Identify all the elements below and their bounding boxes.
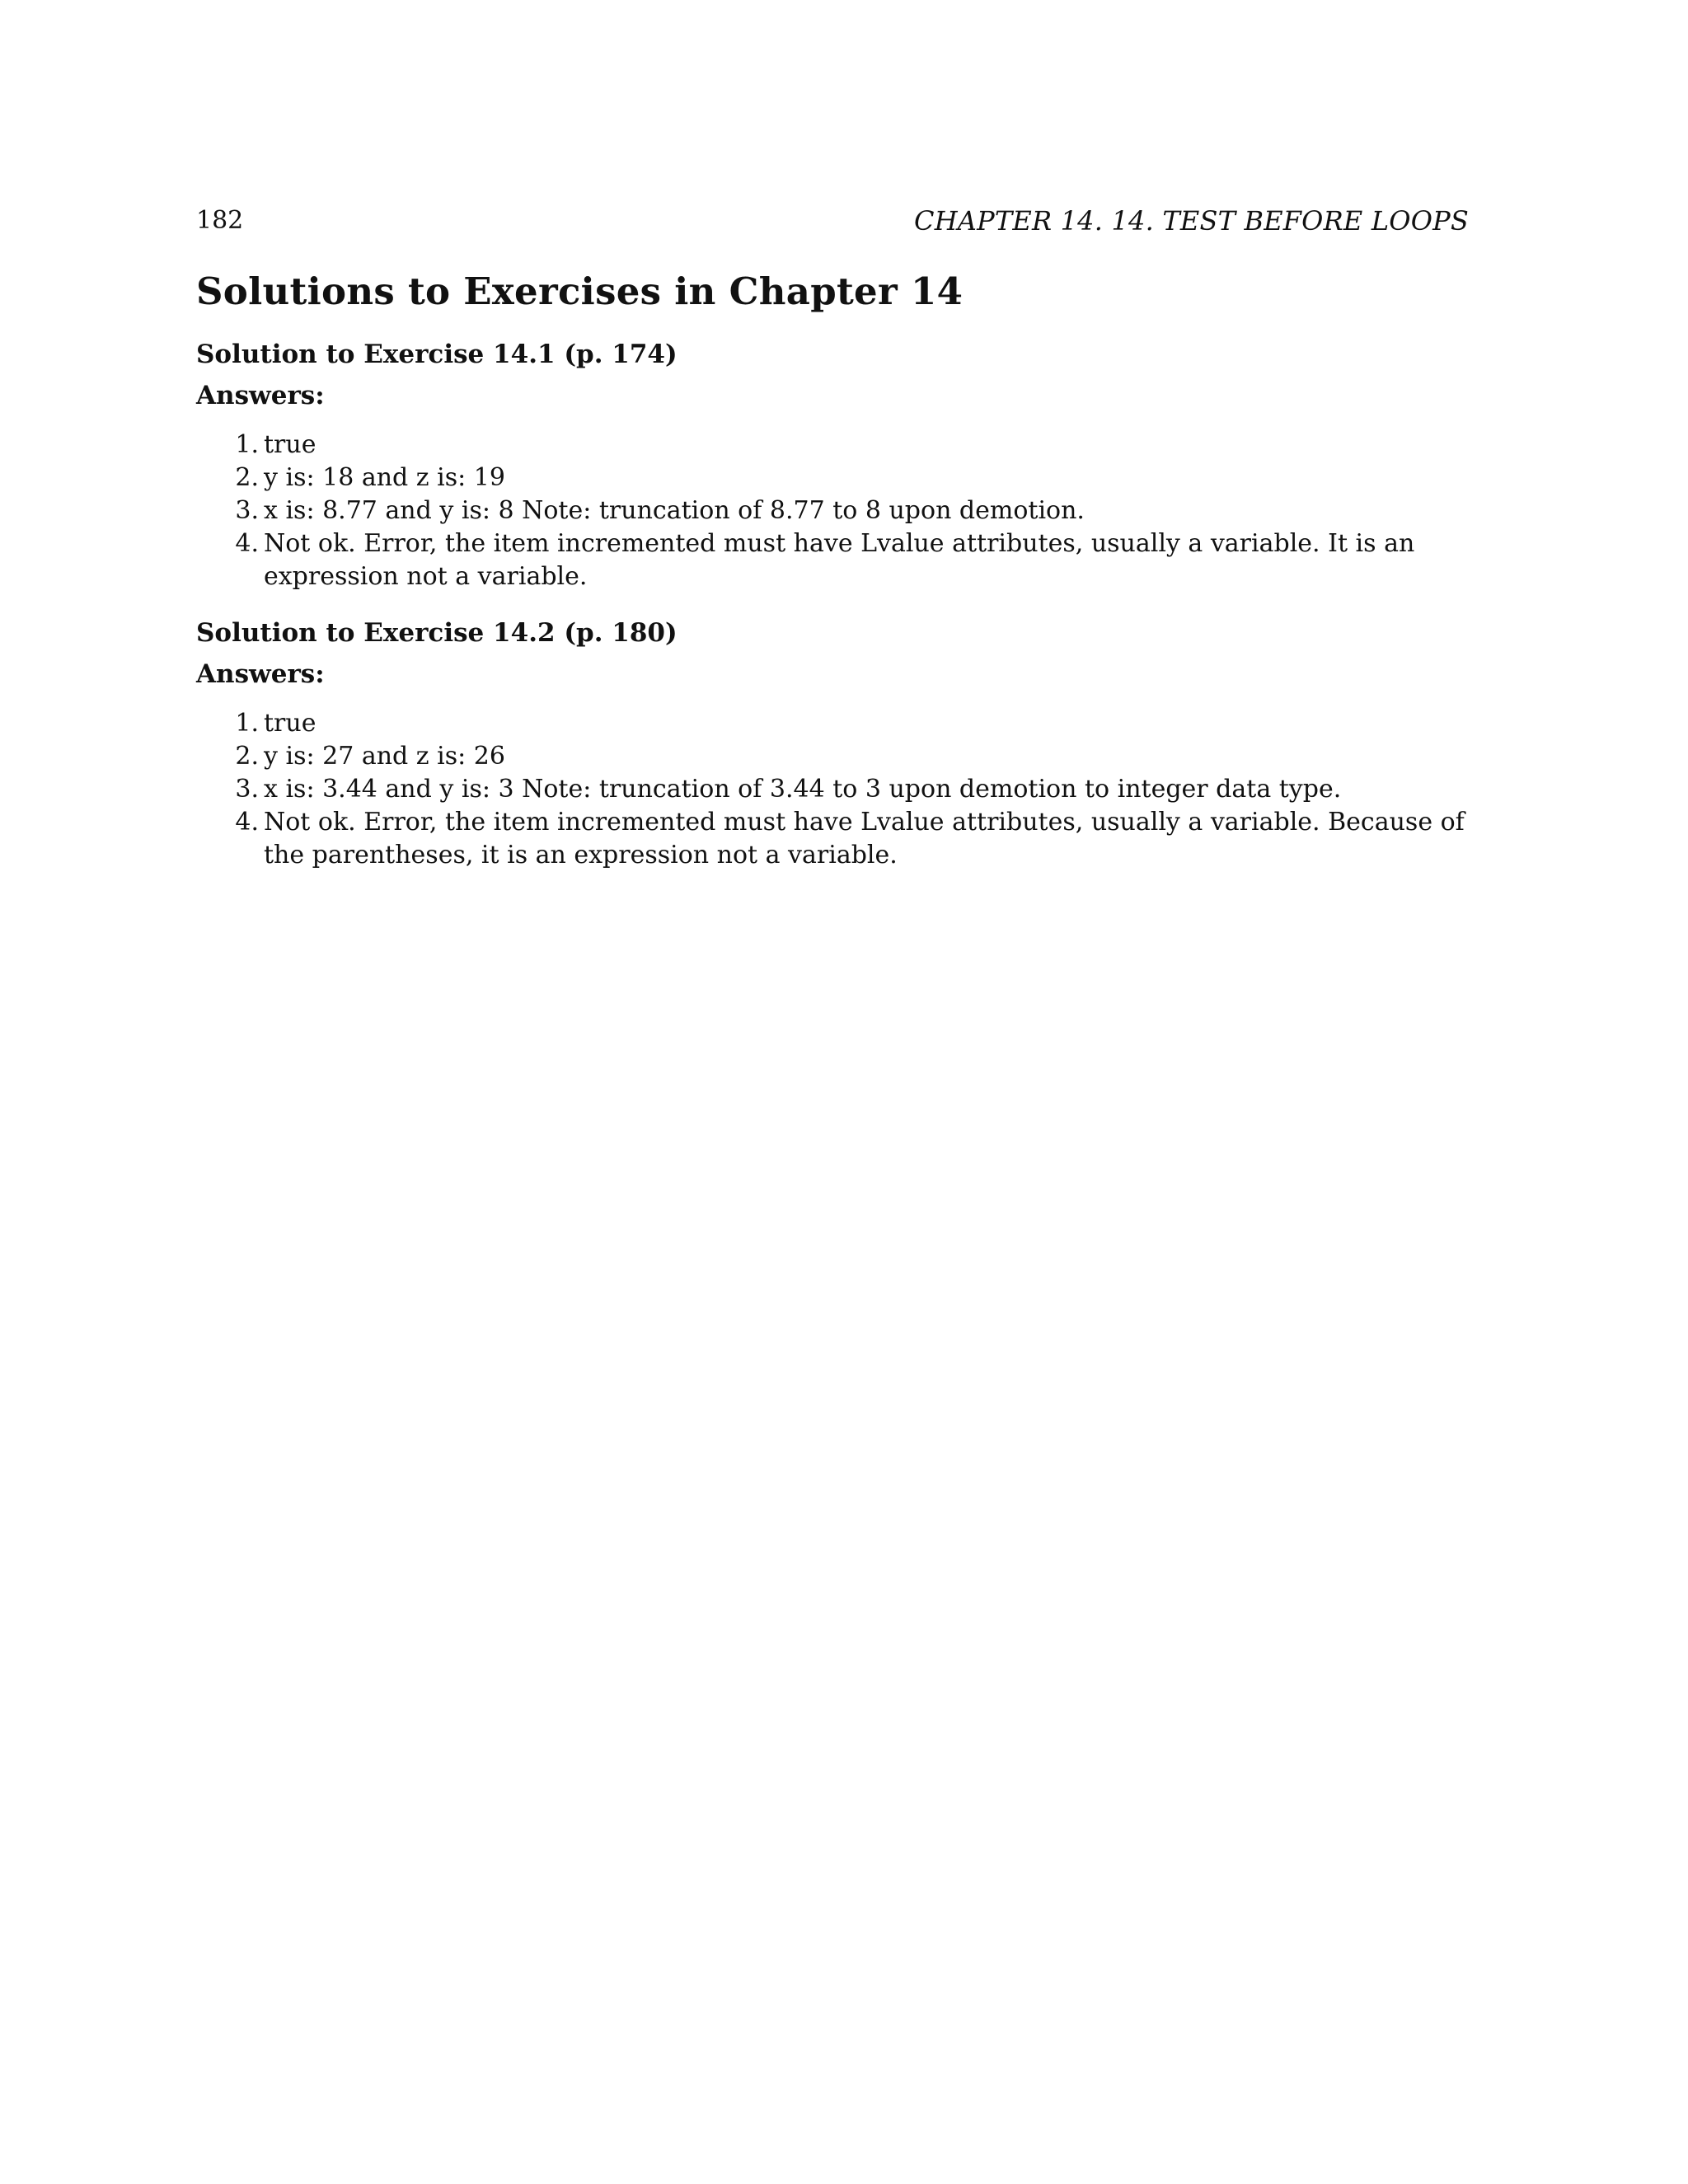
answers-list: [196, 429, 1469, 593]
page-number: 182: [196, 206, 244, 235]
answer-item: [196, 429, 1469, 462]
answer-number: 4.: [235, 529, 259, 558]
answer-text: x is: 8.77 and y is: 8 Note: truncation of 8.77 to 8 upon demotion.: [264, 496, 1085, 525]
answer-number: 2.: [235, 742, 259, 771]
answer-text: x is: 3.44 and y is: 3 Note: truncation of 3.44 to 3 upon demotion to integer data type.: [264, 775, 1342, 804]
answer-text: y is: 18 and z is: 19: [264, 463, 505, 492]
chapter-header: CHAPTER 14. 14. TEST BEFORE LOOPS: [914, 205, 1469, 237]
answer-number: 2.: [235, 463, 259, 492]
answer-item: [196, 527, 1469, 593]
answers-list: [196, 707, 1469, 872]
answer-text: true: [264, 709, 316, 738]
answer-number: 3.: [235, 775, 259, 804]
running-header: [196, 204, 1469, 241]
answer-text: true: [264, 430, 316, 459]
solution-exercise-14-2: [196, 616, 1469, 872]
answer-number: 3.: [235, 496, 259, 525]
answer-item: [196, 740, 1469, 773]
solution-exercise-14-1: [196, 338, 1469, 593]
solution-heading: Solution to Exercise 14.1 (p. 174): [196, 340, 678, 369]
answer-item: [196, 707, 1469, 740]
answer-number: 4.: [235, 808, 259, 837]
section-title: Solutions to Exercises in Chapter 14: [196, 269, 964, 313]
answer-number: 1.: [235, 709, 259, 738]
solution-heading: Solution to Exercise 14.2 (p. 180): [196, 618, 678, 648]
answer-item: [196, 462, 1469, 494]
answer-item: [196, 806, 1469, 872]
answer-item: [196, 773, 1469, 806]
answers-label: Answers:: [196, 381, 325, 410]
answers-label: Answers:: [196, 659, 325, 689]
answer-text: y is: 27 and z is: 26: [264, 742, 505, 771]
answer-text: Not ok. Error, the item incremented must have Lvalue attributes, usually a variable. Because of the parentheses, it is an expression not a variable.: [264, 808, 1465, 869]
answer-number: 1.: [235, 430, 259, 459]
answer-text: Not ok. Error, the item incremented must have Lvalue attributes, usually a variable. It is an expression not a variable.: [264, 529, 1415, 591]
answer-item: [196, 494, 1469, 527]
